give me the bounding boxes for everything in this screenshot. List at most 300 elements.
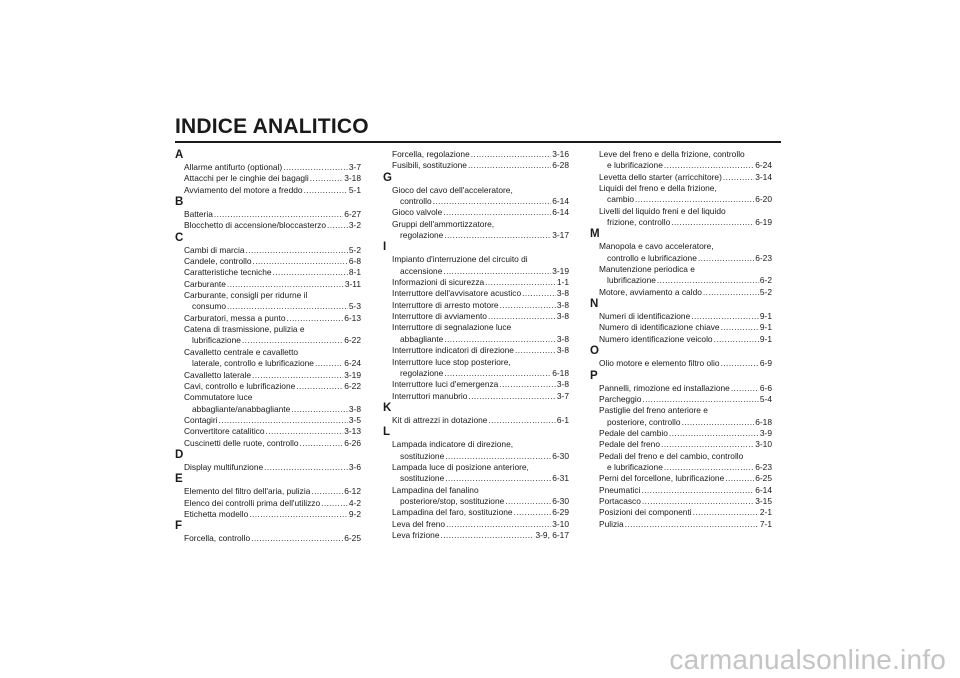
index-entry	[383, 219, 569, 242]
index-entry	[175, 185, 361, 196]
index-entry-text: Informazioni di sicurezza	[392, 277, 485, 288]
dot-leader	[693, 507, 759, 518]
index-entry-heading: Commutatore luce	[184, 392, 253, 403]
index-section-letter: A	[175, 149, 184, 161]
dot-leader	[714, 334, 759, 345]
index-entry	[590, 322, 772, 333]
index-section-letter: C	[175, 231, 184, 244]
index-entry	[175, 267, 361, 278]
index-entry-heading: Liquidi del freno e della frizione,	[599, 183, 717, 194]
index-entry-heading: Lampada luce di posizione anteriore,	[392, 461, 529, 472]
index-entry-page: 3-7	[556, 390, 569, 401]
index-entry-text: Leva frizione	[392, 529, 440, 540]
index-entry-text: Leva del freno	[392, 518, 446, 529]
dot-leader	[445, 473, 551, 484]
index-entry-text: Cuscinetti delle ruote, controllo	[184, 437, 299, 448]
index-entry	[383, 277, 569, 288]
dot-leader	[703, 287, 759, 298]
index-entry-text: Olio motore e elemento filtro olio	[599, 358, 720, 369]
dot-leader	[723, 172, 754, 183]
index-entry-text: accensione	[400, 265, 443, 276]
dot-leader	[441, 530, 535, 541]
dot-leader	[641, 485, 754, 496]
index-entry-page: 3-19	[552, 265, 569, 276]
index-entry	[175, 245, 361, 256]
index-entry-text: controllo e lubrificazione	[607, 252, 697, 263]
index-entry-heading: Manopola e cavo acceleratore,	[599, 241, 714, 252]
index-entry	[590, 428, 772, 439]
index-entry-text: Cavalletto laterale	[184, 369, 252, 380]
index-entry-text: Numeri di identificazione	[599, 311, 691, 322]
index-section-letter: D	[175, 448, 184, 461]
dot-leader	[315, 358, 343, 369]
index-entry-page: 7-1	[759, 518, 772, 529]
index-entry-text: Candele, controllo	[184, 256, 252, 267]
index-entry-page: 5-2	[348, 244, 361, 255]
index-entry-heading: Interruttore di segnalazione luce	[392, 322, 512, 333]
index-entry-page: 6-8	[348, 256, 361, 267]
index-entry	[175, 509, 361, 520]
dot-leader	[311, 486, 343, 497]
index-entry	[383, 207, 569, 218]
dot-leader	[642, 496, 754, 507]
index-entry-page: 6-1	[556, 414, 569, 425]
index-entry	[175, 220, 361, 231]
index-entry-page: 6-22	[344, 335, 361, 346]
index-entry-page: 9-2	[348, 508, 361, 519]
index-entry-page: 3-15	[755, 495, 772, 506]
index-entry	[590, 149, 772, 172]
index-entry	[383, 185, 569, 208]
index-section-letter: L	[383, 426, 391, 439]
index-entry-heading: Gioco del cavo dell'acceleratore,	[392, 184, 513, 195]
index-entry-page: 6-25	[755, 473, 772, 484]
dot-leader	[488, 415, 555, 426]
index-entry	[590, 451, 772, 474]
index-entry	[383, 519, 569, 530]
dot-leader	[731, 383, 759, 394]
dot-leader	[246, 245, 348, 256]
dot-leader	[266, 426, 344, 437]
index-entry	[175, 533, 361, 544]
index-section-letter: B	[175, 196, 184, 209]
index-entry-heading: Pastiglie del freno anteriore e	[599, 405, 708, 416]
dot-leader	[310, 173, 343, 184]
dot-leader	[721, 358, 759, 369]
dot-leader	[327, 220, 348, 231]
index-section-letter: G	[383, 171, 392, 184]
index-entry-heading: Gruppi dell'ammortizzatore,	[392, 218, 495, 229]
dot-leader	[471, 149, 551, 160]
index-entry-page: 6-26	[344, 437, 361, 448]
index-entry-page: 3-8	[348, 403, 361, 414]
index-entry	[175, 209, 361, 220]
index-entry-text: frizione, controllo	[607, 217, 671, 228]
index-entry	[175, 347, 361, 370]
index-entry	[590, 473, 772, 484]
dot-leader	[253, 256, 348, 267]
index-entry-page: 2-1	[759, 507, 772, 518]
index-section-letter: O	[590, 345, 599, 358]
index-entry-text: Batteria	[184, 209, 213, 220]
index-entry	[175, 162, 361, 173]
dot-leader	[522, 288, 556, 299]
index-entry-text: lubrificazione	[607, 275, 656, 286]
index-entry-text: sostituzione	[400, 450, 445, 461]
dot-leader	[433, 196, 552, 207]
dot-leader	[721, 322, 759, 333]
dot-leader	[515, 345, 556, 356]
index-entry-page: 3-8	[556, 333, 569, 344]
index-entry	[590, 507, 772, 518]
index-entry-text: Lampadina del faro, sostituzione	[392, 507, 513, 518]
dot-leader	[488, 311, 556, 322]
index-entry-text: Levetta dello starter (arricchitore)	[599, 171, 722, 182]
index-entry-text: lubrificazione	[192, 335, 241, 346]
index-entry-text: Numero identificazione veicolo	[599, 333, 713, 344]
index-column-2	[383, 149, 569, 541]
index-entry-heading: Interruttore luce stop posteriore,	[392, 356, 511, 367]
index-entry-page: 3-2	[348, 220, 361, 231]
index-entry	[383, 311, 569, 322]
index-entry-text: Interruttore indicatori di direzione	[392, 345, 514, 356]
index-entry-page: 3-9	[759, 427, 772, 438]
index-entry-page: 3-8	[556, 288, 569, 299]
index-entry	[175, 392, 361, 415]
index-entry	[383, 160, 569, 171]
index-entry-page: 6-12	[344, 486, 361, 497]
index-entry-page: 3-18	[344, 173, 361, 184]
index-entry	[175, 415, 361, 426]
dot-leader	[485, 277, 556, 288]
index-entry	[383, 507, 569, 518]
dot-leader	[264, 462, 348, 473]
index-entry-heading: Lampadina del fanalino	[392, 484, 479, 495]
dot-leader	[500, 300, 556, 311]
index-entry	[383, 391, 569, 402]
index-entry-heading: Impianto d'interruzione del circuito di	[392, 254, 528, 265]
index-entry-page: 6-27	[344, 209, 361, 220]
index-entry-heading: Manutenzione periodica e	[599, 264, 695, 275]
index-entry-page: 3-8	[556, 345, 569, 356]
index-entry	[383, 357, 569, 380]
index-entry-page: 5-1	[348, 184, 361, 195]
index-column-3	[590, 149, 772, 530]
index-entry-text: laterale, controllo e lubrificazione	[192, 358, 314, 369]
index-entry-text: Forcella, regolazione	[392, 149, 470, 159]
index-section-letter: M	[590, 228, 600, 241]
index-entry-text: Fusibili, sostituzione	[392, 160, 467, 171]
index-entry	[590, 287, 772, 298]
index-entry	[175, 498, 361, 509]
index-entry	[383, 530, 569, 541]
index-section-letter: F	[175, 520, 183, 533]
dot-leader	[661, 439, 754, 450]
dot-leader	[514, 507, 552, 518]
dot-leader	[296, 381, 343, 392]
index-entry-text: e lubrificazione	[607, 160, 663, 171]
index-entry-text: Interruttore dell'avvisatore acustico	[392, 288, 522, 299]
index-entry-page: 6-14	[552, 196, 569, 207]
index-entry-text: Forcella, controllo	[184, 533, 251, 544]
index-entry-text: consumo	[192, 301, 226, 312]
index-entry	[175, 279, 361, 290]
dot-leader	[291, 404, 348, 415]
index-entry-text: cambio	[607, 194, 634, 205]
index-entry-page: 1-1	[556, 277, 569, 288]
index-entry	[590, 394, 772, 405]
index-entry-page: 6-18	[552, 367, 569, 378]
index-entry-page: 6-30	[552, 450, 569, 461]
dot-leader	[691, 311, 759, 322]
index-entry-heading: Cavalletto centrale e cavalletto	[184, 346, 299, 357]
index-entry-text: Motore, avviamento a caldo	[599, 286, 702, 297]
dot-leader	[499, 379, 556, 390]
index-entry-text: Display multifunzione	[184, 461, 264, 472]
index-entry-text: Pedale del cambio	[599, 427, 668, 438]
watermark: carmanualsonline.info	[669, 644, 946, 675]
index-entry	[383, 439, 569, 462]
index-entry-heading: Lampada indicatore di direzione,	[392, 439, 514, 450]
index-entry	[175, 438, 361, 449]
index-entry	[383, 462, 569, 485]
index-entry-text: Elenco dei controlli prima dell'utilizzo	[184, 497, 321, 508]
index-entry-page: 3-8	[556, 311, 569, 322]
index-entry-page: 4-2	[348, 497, 361, 508]
index-section-letter: I	[383, 241, 387, 254]
index-entry-text: Posizioni dei componenti	[599, 507, 692, 518]
index-entry-page: 6-18	[755, 416, 772, 427]
index-section-letter: P	[590, 369, 598, 382]
index-entry-text: Gioco valvole	[392, 207, 443, 218]
dot-leader	[657, 275, 759, 286]
index-entry-text: Numero di identificazione chiave	[599, 322, 720, 333]
index-entry-text: abbagliante	[400, 333, 444, 344]
index-entry-text: Convertitore catalitico	[184, 426, 265, 437]
index-entry-text: posteriore/stop, sostituzione	[400, 495, 505, 506]
dot-leader	[682, 417, 755, 428]
index-entry-heading: Leve del freno e della frizione, controllo	[599, 149, 745, 159]
index-entry	[383, 415, 569, 426]
index-entry-page: 6-22	[344, 380, 361, 391]
index-entry	[590, 383, 772, 394]
index-entry-text: sostituzione	[400, 473, 445, 484]
index-entry-text: Kit di attrezzi in dotazione	[392, 414, 488, 425]
dot-leader	[725, 473, 754, 484]
index-entry	[383, 300, 569, 311]
index-entry-text: Blocchetto di accensione/bloccasterzo	[184, 220, 326, 231]
index-entry	[590, 334, 772, 345]
index-entry	[590, 405, 772, 428]
index-entry-text: Parcheggio	[599, 393, 642, 404]
index-entry-page: 3-16	[552, 149, 569, 159]
dot-leader	[443, 266, 551, 277]
index-entry-page: 5-4	[759, 393, 772, 404]
title-rule	[175, 141, 781, 143]
dot-leader	[286, 313, 343, 324]
index-entry	[175, 256, 361, 267]
dot-leader	[664, 160, 754, 171]
index-entry-page: 6-24	[755, 160, 772, 171]
index-entry-page: 6-19	[755, 217, 772, 228]
index-entry	[590, 206, 772, 229]
index-entry-text: Interruttore di avviamento	[392, 311, 487, 322]
dot-leader	[642, 394, 759, 405]
index-entry	[383, 322, 569, 345]
index-entry-text: Allarme antifurto (optional)	[184, 162, 283, 172]
index-entry-page: 3-8	[556, 379, 569, 390]
index-entry-page: 6-23	[755, 252, 772, 263]
index-entry-page: 5-2	[759, 286, 772, 297]
index-entry-text: Etichetta modello	[184, 508, 249, 519]
dot-leader	[321, 498, 348, 509]
index-entry-text: Cambi di marcia	[184, 244, 245, 255]
dot-leader	[273, 267, 348, 278]
index-entry-page: 9-1	[759, 311, 772, 322]
dot-leader	[300, 438, 344, 449]
index-entry-page: 3-13	[344, 426, 361, 437]
dot-leader	[664, 462, 754, 473]
dot-leader	[505, 496, 551, 507]
dot-leader	[249, 509, 348, 520]
index-entry-text: regolazione	[400, 230, 444, 241]
dot-leader	[444, 334, 556, 345]
index-entry-page: 9-1	[759, 333, 772, 344]
index-entry-page: 6-31	[552, 473, 569, 484]
index-entry-text: Pneumatici	[599, 484, 641, 495]
index-entry-page: 6-9	[759, 358, 772, 369]
index-entry-page: 6-23	[755, 461, 772, 472]
index-entry	[590, 519, 772, 530]
index-entry	[590, 439, 772, 450]
dot-leader	[242, 335, 343, 346]
index-entry	[590, 264, 772, 287]
index-entry-text: Cavi, controllo e lubrificazione	[184, 380, 296, 391]
index-entry-heading: Pedali del freno e del cambio, controllo	[599, 450, 744, 461]
index-entry	[590, 172, 772, 183]
index-entry	[175, 462, 361, 473]
index-entry	[383, 288, 569, 299]
index-entry-page: 6-20	[755, 194, 772, 205]
index-entry-text: Carburante	[184, 278, 226, 289]
index-section-letter: N	[590, 298, 599, 311]
index-entry-text: Interruttori manubrio	[392, 390, 468, 401]
index-entry-text: controllo	[400, 196, 432, 207]
index-entry-text: e lubrificazione	[607, 461, 663, 472]
index-entry-page: 3-10	[552, 518, 569, 529]
index-entry	[175, 313, 361, 324]
index-entry-text: Interruttore di arresto motore	[392, 299, 499, 310]
index-entry-heading: Catena di trasmissione, pulizia e	[184, 324, 305, 335]
dot-leader	[304, 185, 348, 196]
index-section-letter: K	[383, 401, 392, 414]
dot-leader	[444, 230, 551, 241]
index-entry-text: Interruttore luci d'emergenza	[392, 379, 499, 390]
index-entry	[175, 324, 361, 347]
index-column-1	[175, 149, 361, 545]
index-entry-text: Elemento del filtro dell'aria, pulizia	[184, 486, 311, 497]
dot-leader	[468, 160, 551, 171]
index-entry-text: Pannelli, rimozione ed installazione	[599, 382, 730, 393]
dot-leader	[446, 519, 551, 530]
index-entry-page: 3-9, 6-17	[535, 529, 569, 540]
index-entry-page: 6-2	[759, 275, 772, 286]
index-entry	[590, 496, 772, 507]
index-entry-page: 3-17	[552, 230, 569, 241]
index-entry-page: 3-19	[344, 369, 361, 380]
index-entry-page: 5-3	[348, 301, 361, 312]
index-entry-text: Contagiri	[184, 414, 218, 425]
index-entry-page: 3-7	[348, 162, 361, 172]
dot-leader	[669, 428, 759, 439]
dot-leader	[444, 368, 551, 379]
index-entry-text: Pedale del freno	[599, 439, 660, 450]
index-entry-text: Caratteristiche tecniche	[184, 267, 272, 278]
index-entry-page: 6-25	[344, 533, 361, 544]
index-entry-text: Carburatori, messa a punto	[184, 312, 286, 323]
index-entry	[383, 345, 569, 356]
index-entry-page: 6-14	[552, 207, 569, 218]
index-entry-page: 6-29	[552, 507, 569, 518]
dot-leader	[635, 194, 754, 205]
index-entry-page: 8-1	[348, 267, 361, 278]
index-entry-page: 6-30	[552, 495, 569, 506]
page-title: INDICE ANALITICO	[175, 115, 369, 138]
index-entry-page: 3-11	[344, 278, 361, 289]
index-entry	[590, 241, 772, 264]
index-entry	[383, 485, 569, 508]
index-entry	[590, 311, 772, 322]
dot-leader	[214, 209, 343, 220]
dot-leader	[443, 207, 551, 218]
index-entry-heading: Livelli del liquido freni e del liquido	[599, 205, 726, 216]
index-entry	[383, 379, 569, 390]
index-entry	[590, 358, 772, 369]
index-entry	[175, 486, 361, 497]
dot-leader	[625, 519, 759, 530]
index-entry-page: 6-24	[344, 358, 361, 369]
index-entry-text: posteriore, controllo	[607, 416, 681, 427]
index-entry-page: 3-6	[348, 461, 361, 472]
dot-leader	[227, 301, 348, 312]
index-entry-page: 3-8	[556, 299, 569, 310]
dot-leader	[698, 253, 754, 264]
index-entry-page: 3-10	[755, 439, 772, 450]
dot-leader	[252, 370, 343, 381]
index-entry	[590, 485, 772, 496]
index-entry-text: Attacchi per le cinghie dei bagagli	[184, 173, 309, 184]
index-entry-page: 9-1	[759, 322, 772, 333]
dot-leader	[445, 451, 551, 462]
index-entry-text: regolazione	[400, 367, 444, 378]
dot-leader	[251, 533, 343, 544]
index-entry-page: 6-13	[344, 312, 361, 323]
index-section-letter: E	[175, 473, 183, 486]
dot-leader	[468, 391, 555, 402]
index-entry	[590, 183, 772, 206]
index-entry	[383, 254, 569, 277]
index-entry-page: 6-6	[759, 382, 772, 393]
dot-leader	[283, 162, 348, 173]
index-entry-page: 3-14	[755, 171, 772, 182]
dot-leader	[671, 217, 754, 228]
index-entry-text: Perni del forcellone, lubrificazione	[599, 473, 725, 484]
index-entry	[383, 149, 569, 160]
index-entry	[175, 173, 361, 184]
dot-leader	[219, 415, 348, 426]
index-entry	[175, 290, 361, 313]
index-entry	[175, 426, 361, 437]
